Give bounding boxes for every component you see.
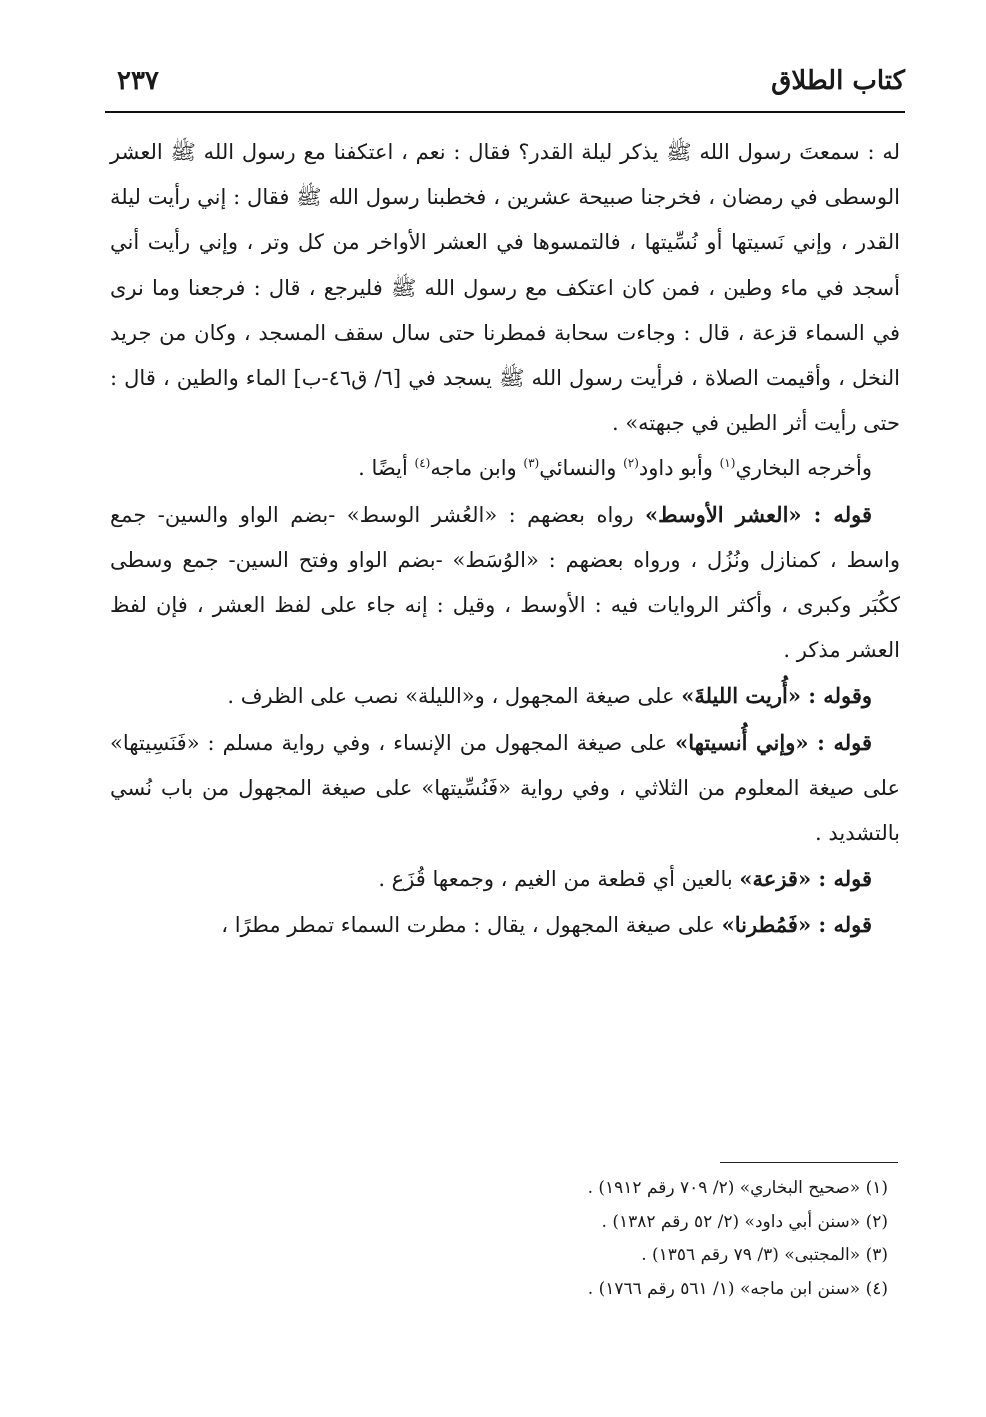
paragraph-commentary-5: [110, 902, 900, 948]
paragraph-commentary-2: [110, 673, 900, 719]
footnote-ref-2: (٢): [623, 456, 639, 471]
commentary-lemma: قوله : «العشر الأوسط»: [645, 501, 872, 527]
page-header: [105, 66, 905, 106]
takhrij-abudawud: وأبو داود: [638, 456, 720, 481]
commentary-lemma: وقوله : «أُريت الليلةَ»: [681, 683, 872, 709]
takhrij-ibnmajah: وابن ماجه: [430, 456, 524, 481]
commentary-lemma: قوله : «فَمُطرنا»: [721, 912, 872, 938]
paragraph-commentary-1: [110, 492, 900, 674]
paragraph-hadith: له : سمعتَ رسول الله ﷺ يذكر ليلة القدر؟ فقال : نعم ، اعتكفنا مع رسول الله ﷺ العشر الوسطى في رمضان ، فخرجنا صبيحة عشرين ، فخطبنا رسول الله ﷺ فقال : إني رأيت ليلة القدر ، وإني نَسيتها أو نُسِّيتها ، فالتمسوها في العشر الأواخر من كل وتر ، وإني رأيت أني أسجد في ماء وطين ، فمن كان اعتكف مع رسول الله ﷺ فليرجع ، قال : فرجعنا وما نرى في السماء قزعة ، قال : وجاءت سحابة فمطرنا حتى سال سقف المسجد ، وكان من جريد النخل ، وأقيمت الصلاة ، فرأيت رسول الله ﷺ يسجد في [٦/ ق٤٦-ب] الماء والطين ، قال : حتى رأيت أثر الطين في جبهته» .: [110, 140, 901, 436]
footnotes: [110, 1172, 888, 1306]
footnote-3: (٣) «المجتبى» (٣/ ٧٩ رقم ١٣٥٦) .: [641, 1245, 888, 1265]
footnote-1: (١) «صحيح البخاري» (٢/ ٧٠٩ رقم ١٩١٢) .: [587, 1178, 888, 1198]
paragraph-takhrij: [110, 446, 900, 491]
takhrij-nasai: والنسائي: [539, 456, 624, 481]
commentary-lemma: قوله : «قزعة»: [739, 866, 872, 892]
footnote-4: (٤) «سنن ابن ماجه» (١/ ٥٦١ رقم ١٧٦٦) .: [587, 1278, 888, 1299]
footnote-ref-4: (٤): [414, 456, 431, 471]
footnote-divider: [720, 1162, 898, 1163]
commentary-lemma: قوله : «وإني أُنسيتها»: [675, 729, 872, 755]
commentary-text: بالعين أي قطعة من الغيم ، وجمعها قُزَع .: [378, 867, 740, 892]
header-divider: [105, 111, 905, 113]
takhrij-end: أيضًا .: [358, 456, 415, 481]
paragraph-commentary-4: [110, 856, 900, 902]
paragraph-commentary-3: [110, 720, 900, 857]
main-text: [110, 130, 900, 949]
takhrij-bukhari: وأخرجه البخاري: [735, 456, 872, 481]
commentary-text: رواه بعضهم : «العُشر الوسط» -بضم الواو والسين- جمع واسط ، كمنازل ونُزُل ، ورواه بعضهم : «الوُسَط» -بضم الواو وفتح السين- جمع وسطى ككُبَر وكبرى ، وأكثر الروايات فيه : الأوسط ، وقيل : إنه جاء على لفظ العشر ، فإن لفظ العشر مذكر .: [110, 502, 900, 663]
commentary-text: على صيغة المجهول ، و«الليلة» نصب على الظرف .: [227, 684, 682, 709]
footnote-2: (٢) «سنن أبي داود» (٢/ ٥٢ رقم ١٣٨٢) .: [601, 1211, 888, 1232]
commentary-text: على صيغة المجهول ، يقال : مطرت السماء تمطر مطرًا ،: [221, 913, 722, 938]
chapter-title: كتاب الطلاق: [771, 66, 905, 96]
commentary-text: على صيغة المجهول من الإنساء ، وفي رواية مسلم : «فَنَسِيتها» على صيغة المعلوم من الثلاثي ، وفي رواية «فَنُسِّيتها» على صيغة المجهول من باب نُسي بالتشديد .: [110, 730, 900, 846]
page-number: ٢٣٧: [117, 66, 159, 96]
footnote-ref-1: (١): [719, 456, 736, 471]
footnote-ref-3: (٣): [523, 456, 540, 471]
